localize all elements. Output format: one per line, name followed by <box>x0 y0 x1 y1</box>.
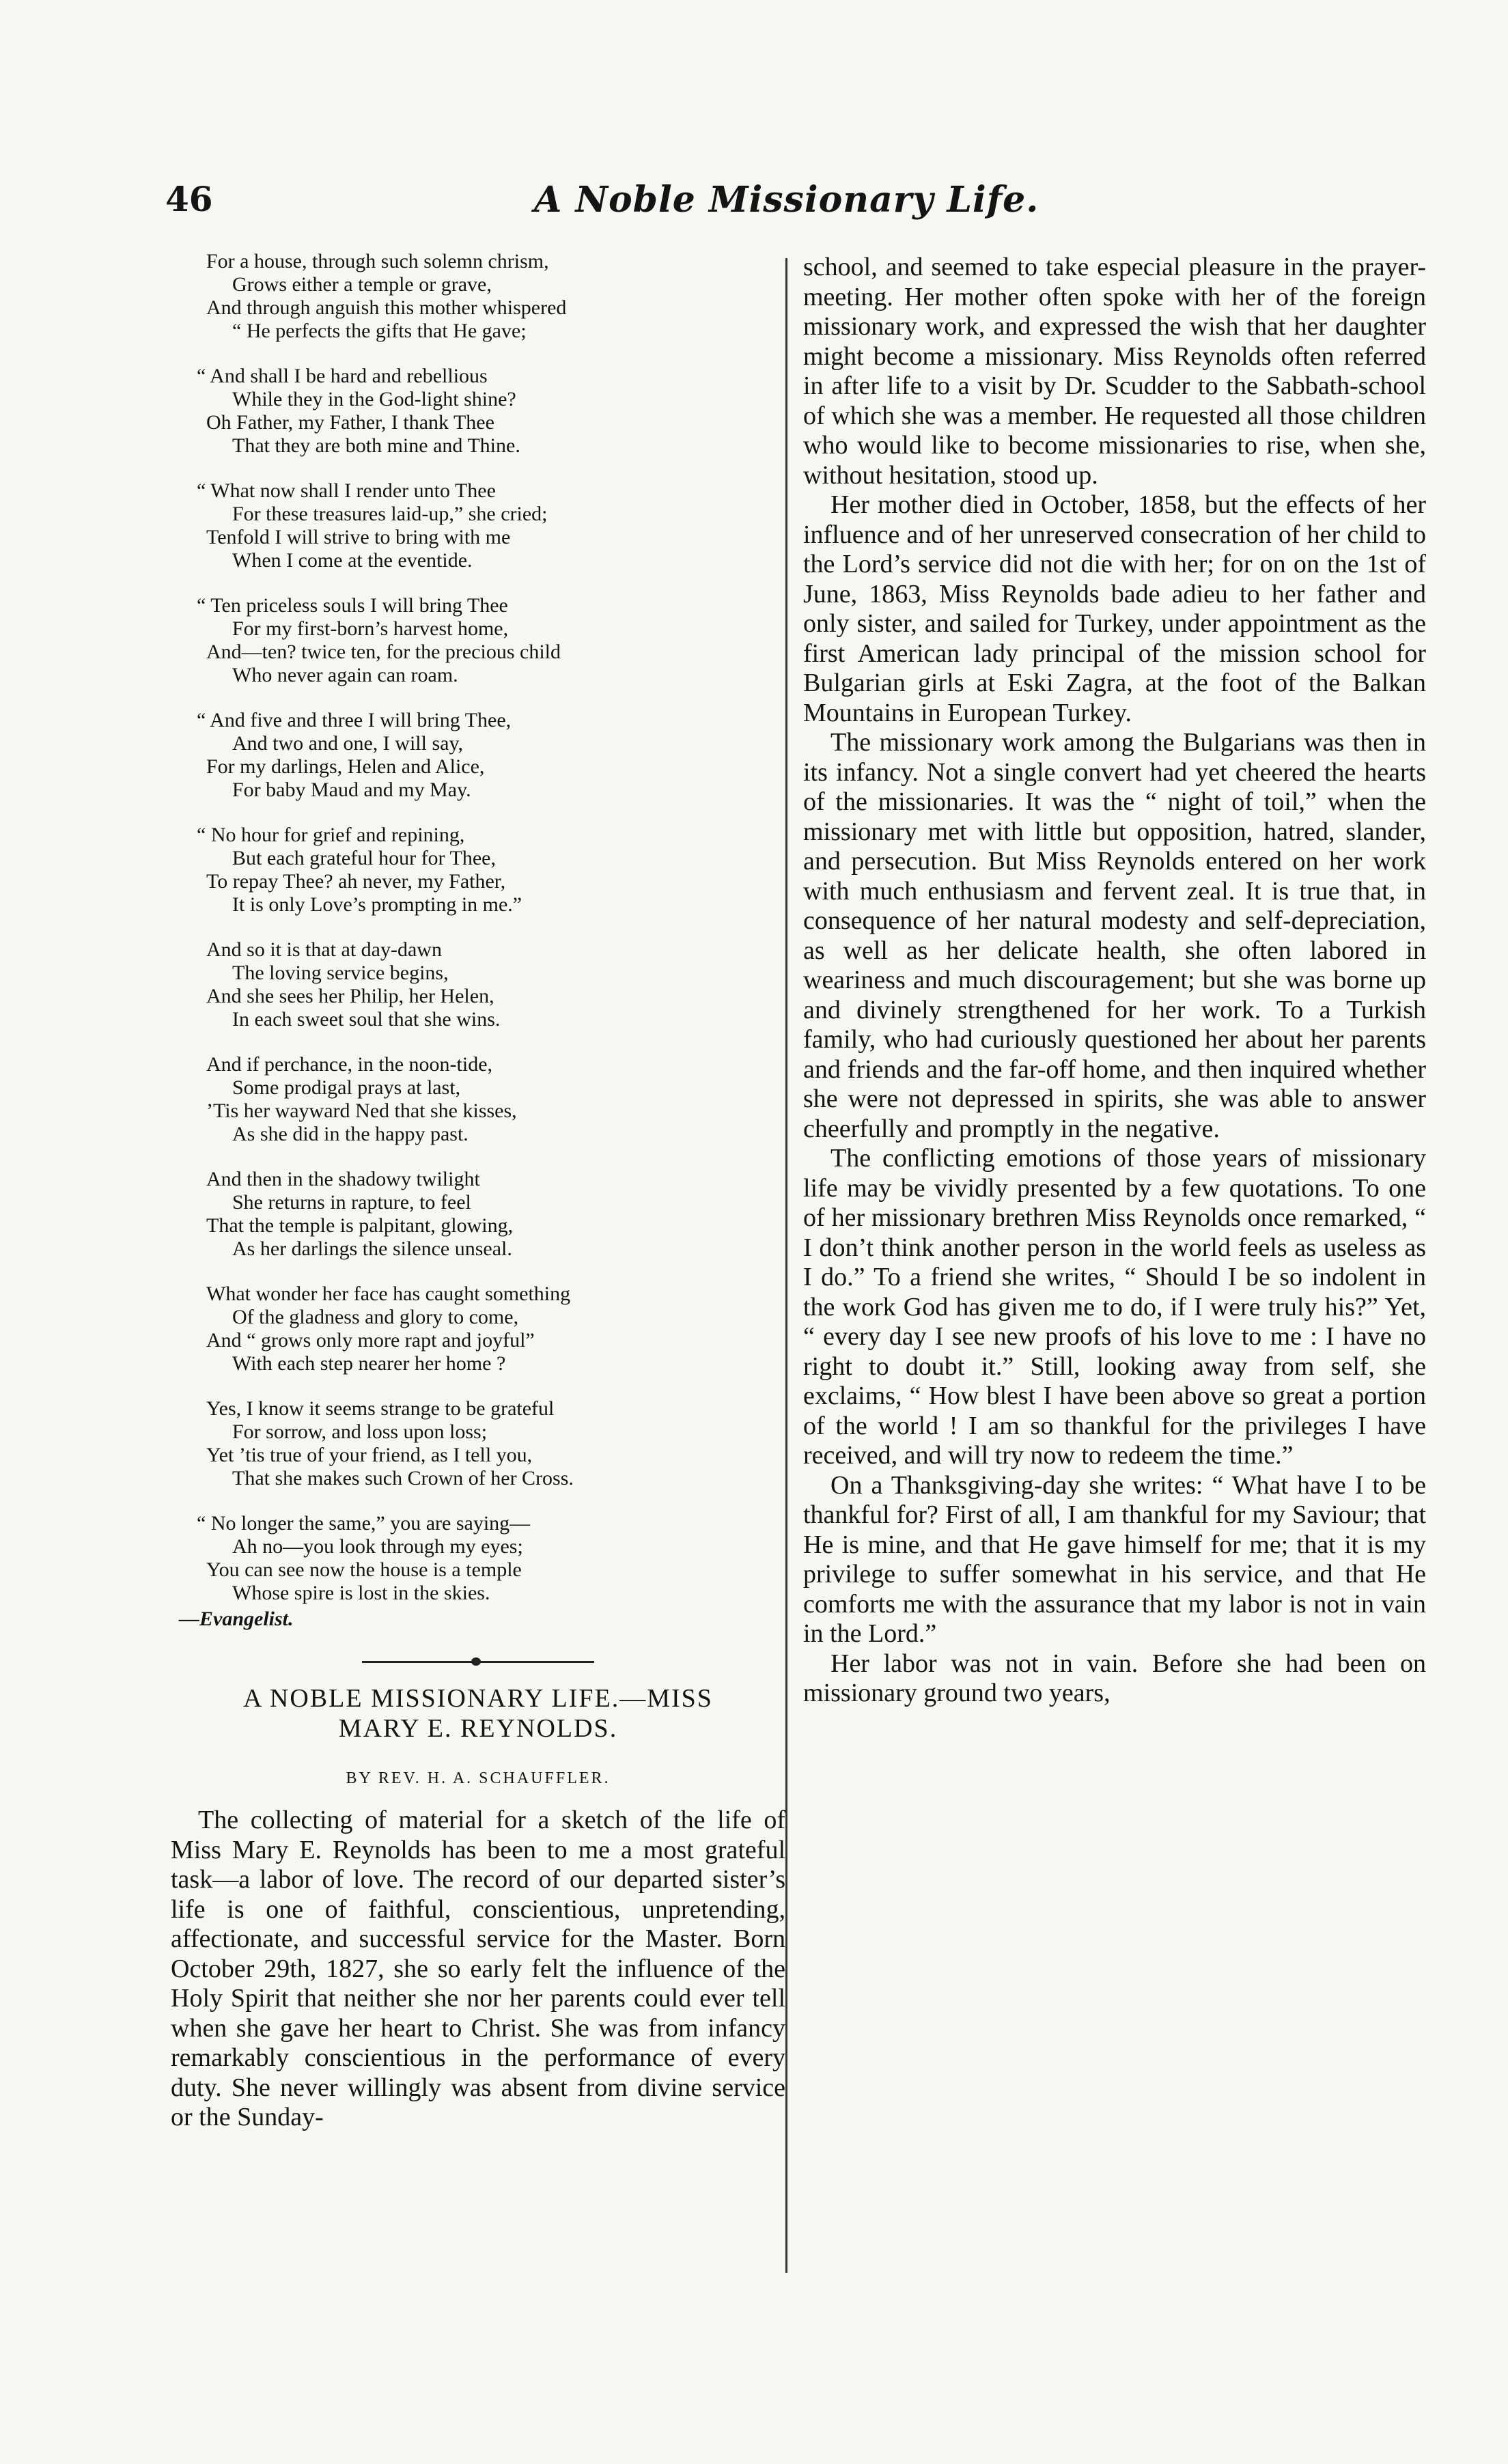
poem-line: “ What now shall I render unto Thee <box>197 479 496 502</box>
poem-line: She returns in rapture, to feel <box>232 1191 471 1214</box>
article-title <box>171 1683 785 1744</box>
poem-line: When I come at the eventide. <box>232 549 473 572</box>
page-number: 46 <box>165 179 213 219</box>
running-title: A Noble Missionary Life. <box>534 179 1039 221</box>
poem-line: For my first-born’s harvest home, <box>232 617 509 640</box>
poem-line: For my darlings, Helen and Alice, <box>206 755 485 778</box>
article-paragraph: school, and seemed to take especial pleasure in the prayer-meeting. Her mother often spoke with her of the foreign missionary work, and expressed the wish that her daughter might become a missionary. Miss Reynolds often referred in after life to a visit by Dr. Scudder to the Sabbath-school of which she was a member. He requested all those children who would like to become missionaries to rise, when she, without hesitation, stood up. <box>803 253 1426 490</box>
poem-stanza <box>171 709 785 802</box>
poem-line: “ Ten priceless souls I will bring Thee <box>197 594 508 617</box>
poem-line: “ He perfects the gifts that He gave; <box>232 320 527 342</box>
poem-line: For sorrow, and loss upon loss; <box>232 1420 488 1443</box>
poem-line: While they in the God-light shine? <box>232 388 516 410</box>
poem-line: And—ten? twice ten, for the precious child <box>206 641 561 663</box>
poem-stanza <box>171 1397 785 1490</box>
poem-line: That she makes such Crown of her Cross. <box>232 1467 574 1489</box>
article-title-line-2: MARY E. REYNOLDS. <box>338 1714 618 1743</box>
poem <box>171 250 785 1605</box>
left-column <box>171 250 785 2133</box>
section-divider <box>362 1661 594 1663</box>
poem-stanza <box>171 1283 785 1375</box>
poem-line: Oh Father, my Father, I thank Thee <box>206 411 494 434</box>
poem-line: “ No hour for grief and repining, <box>197 824 465 846</box>
poem-line: And “ grows only more rapt and joyful” <box>206 1329 535 1352</box>
poem-line: And she sees her Philip, her Helen, <box>206 985 494 1007</box>
poem-line: You can see now the house is a temple <box>206 1558 522 1581</box>
poem-line: For a house, through such solemn chrism, <box>206 250 549 272</box>
poem-stanza <box>171 1053 785 1146</box>
poem-stanza <box>171 938 785 1031</box>
poem-stanza <box>171 479 785 572</box>
poem-line: Grows either a temple or grave, <box>232 273 492 296</box>
poem-line: Some prodigal prays at last, <box>232 1076 461 1099</box>
poem-stanza <box>171 1168 785 1261</box>
poem-line: “ And five and three I will bring Thee, <box>197 709 512 731</box>
article-paragraph: The missionary work among the Bulgarians was then in its infancy. Not a single convert had yet cheered the hearts of the missionaries. It was the “ night of toil,” when the missionary met with little but opposition, hatred, slander, and persecution. But Miss Reynolds entered on her work with much enthusiasm and fervent zeal. It is true that, in consequence of her natural modesty and self-depreciation, as well as her delicate health, she often labored in weariness and much discouragement; but she was borne up and divinely strengthened for her work. To a Turkish family, who had curiously questioned her about her parents and friends and the far-off home, and then inquired whether she were not depressed in spirits, she was able to answer cheerfully and promptly in the negative. <box>803 728 1426 1143</box>
poem-line: The loving service begins, <box>232 962 449 984</box>
poem-line: And then in the shadowy twilight <box>206 1168 480 1190</box>
poem-line: Whose spire is lost in the skies. <box>232 1582 490 1604</box>
poem-line: For baby Maud and my May. <box>232 779 471 801</box>
poem-line: “ And shall I be hard and rebellious <box>197 365 488 387</box>
poem-line: Tenfold I will strive to bring with me <box>206 526 511 548</box>
poem-line: For these treasures laid-up,” she cried; <box>232 503 548 525</box>
right-column <box>803 253 1426 1709</box>
poem-line: To repay Thee? ah never, my Father, <box>206 870 506 893</box>
poem-attribution: —Evangelist. <box>179 1608 294 1630</box>
article-byline: BY REV. H. A. SCHAUFFLER. <box>346 1769 611 1787</box>
article-paragraph: On a Thanksgiving-day she writes: “ What have I to be thankful for? First of all, I am thankful for my Saviour; that He is mine, and that He gave himself for me; that it is my privilege to suffer somewhat in his service, and that He comforts me with the assurance that my labor is not in vain in the Lord.” <box>803 1470 1426 1648</box>
poem-line: And if perchance, in the noon-tide, <box>206 1053 493 1076</box>
poem-line: That the temple is palpitant, glowing, <box>206 1214 514 1237</box>
poem-line: Of the gladness and glory to come, <box>232 1306 519 1328</box>
poem-line: But each grateful hour for Thee, <box>232 847 496 869</box>
poem-line: With each step nearer her home ? <box>232 1352 506 1375</box>
page-header <box>165 179 1467 234</box>
poem-line: In each sweet soul that she wins. <box>232 1008 501 1031</box>
poem-line: Ah no—you look through my eyes; <box>232 1535 523 1558</box>
article-paragraph: Her mother died in October, 1858, but the effects of her influence and of her unreserved consecration of her child to the Lord’s service did not die with her; for on on the 1st of June, 1863, Miss Reynolds bade adieu to her father and only sister, and sailed for Turkey, under appointment as the first American lady principal of the mission school for Bulgarian girls at Eski Zagra, at the foot of the Balkan Mountains in European Turkey. <box>803 490 1426 727</box>
poem-line: “ No longer the same,” you are saying— <box>197 1512 531 1535</box>
poem-stanza <box>171 1512 785 1605</box>
poem-line: And through anguish this mother whispered <box>206 296 567 319</box>
poem-line: And so it is that at day-dawn <box>206 938 442 961</box>
poem-line: Yet ’tis true of your friend, as I tell you, <box>206 1444 533 1466</box>
poem-stanza <box>171 365 785 458</box>
article-paragraph: Her labor was not in vain. Before she had been on missionary ground two years, <box>803 1649 1426 1707</box>
article-title-line-1: A NOBLE MISSIONARY LIFE.—MISS <box>243 1684 713 1713</box>
poem-line: That they are both mine and Thine. <box>232 434 520 457</box>
poem-line: As she did in the happy past. <box>232 1123 469 1145</box>
poem-line: What wonder her face has caught something <box>206 1283 571 1305</box>
article-paragraph: The conflicting emotions of those years of missionary life may be vividly presented by a few quotations. To one of her missionary brethren Miss Reynolds once remarked, “ I don’t think another person in the world feels as useless as I do.” To a friend she writes, “ Should I be so indolent in the work God has given me to do, if I were truly his?” Yet, “ every day I see new proofs of his love to me : I have no right to doubt it.” Still, looking away from self, she exclaims, “ How blest I have been above so great a portion of the world ! I am so thankful for the privileges I have received, and will try now to redeem the time.” <box>803 1144 1426 1470</box>
left-column-text <box>171 1806 785 2133</box>
poem-line: Who never again can roam. <box>232 664 458 686</box>
poem-line: Yes, I know it seems strange to be grateful <box>206 1397 555 1420</box>
poem-stanza <box>171 250 785 343</box>
column-rule <box>785 258 787 2273</box>
poem-line: And two and one, I will say, <box>232 732 463 755</box>
poem-line: ’Tis her wayward Ned that she kisses, <box>206 1100 517 1122</box>
poem-stanza <box>171 824 785 916</box>
poem-line: It is only Love’s prompting in me.” <box>232 893 522 916</box>
poem-stanza <box>171 594 785 687</box>
right-column-text <box>803 253 1426 1709</box>
article-paragraph: The collecting of material for a sketch of the life of Miss Mary E. Reynolds has been to me a most grateful task—a labor of love. The record of our departed sister’s life is one of faithful, conscientious, unpretending, affectionate, and successful service for the Master. Born October 29th, 1827, she so early felt the influence of the Holy Spirit that neither she nor her parents could ever tell when she gave her heart to Christ. She was from infancy remarkably conscientious in the performance of every duty. She never willingly was absent from divine service or the Sunday- <box>171 1806 785 2131</box>
poem-line: As her darlings the silence unseal. <box>232 1237 512 1260</box>
